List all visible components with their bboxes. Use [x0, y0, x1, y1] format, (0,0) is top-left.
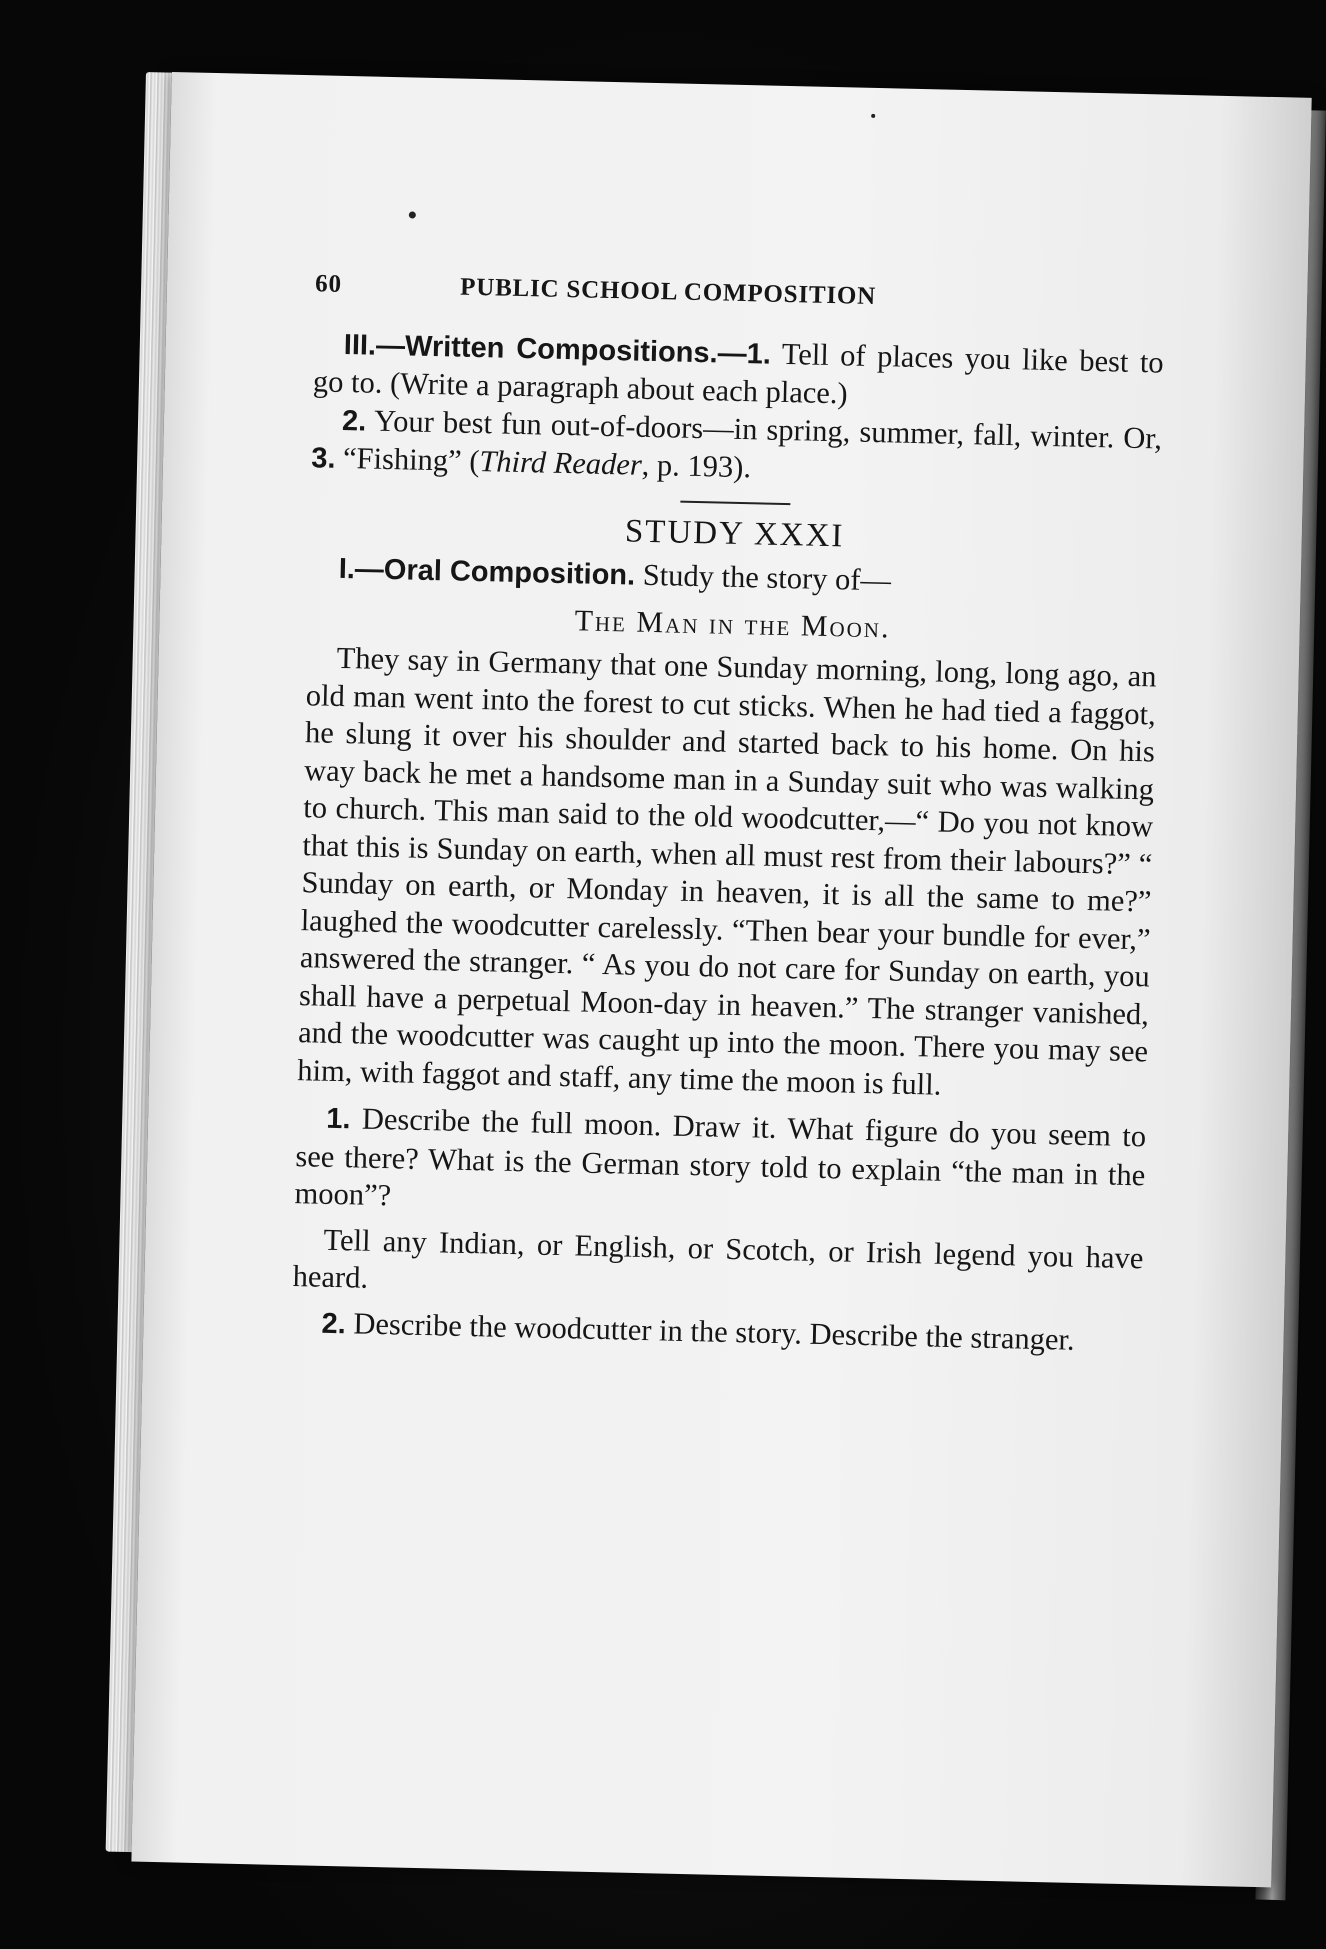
story-title: The Man in the Moon.	[574, 603, 891, 644]
running-title: PUBLIC SCHOOL COMPOSITION	[459, 273, 877, 311]
item-text: , p. 193).	[641, 447, 752, 485]
question-2	[291, 1304, 1142, 1362]
section-intro: Study the story of—	[642, 557, 892, 598]
question-1	[294, 1099, 1146, 1232]
item-number: 1.	[746, 337, 772, 371]
page-number: 60	[314, 270, 343, 298]
book-reference: Third Reader	[479, 444, 643, 482]
ink-speck	[409, 211, 416, 218]
item-number: 3.	[310, 442, 336, 475]
section-heading: I.—Oral Composition.	[338, 552, 636, 592]
item-number: 2.	[321, 1307, 347, 1340]
item-text: “Fishing” (	[342, 440, 480, 479]
item-text: Describe the woodcutter in the story. Describe the stranger.	[353, 1305, 1075, 1357]
study-title: STUDY XXXI	[624, 512, 845, 554]
section-heading: III.—Written Compositions.—	[343, 328, 748, 370]
ink-speck	[871, 114, 875, 118]
item-text: Describe the full moon. Draw it. What figure do you seem to see there? What is the German story told to explain “the man in the moon”?	[294, 1101, 1147, 1213]
item-text: Tell of places you like best to go to. (Write a paragraph about each place.)	[312, 336, 1165, 411]
section-divider	[680, 500, 790, 504]
page-text	[291, 265, 1165, 1361]
book-page	[131, 72, 1311, 1887]
item-number: 1.	[325, 1102, 351, 1136]
question-1-continued: Tell any Indian, or English, or Scotch, or Irish legend you have heard.	[292, 1222, 1144, 1295]
story-paragraph: They say in Germany that one Sunday morning, long, long ago, an old man went into the forest to cut sticks. When he had tied a faggot, he slung it over his shoulder and started back to his home. On his way back he met a handsome man in a Sunday suit who was walking to church. This man said to the old woodcutter,—“ Do you not know that this is Sunday on earth, when all must rest from their labours?” “ Sunday on earth, or Monday in heaven, it is all the same to me?” laughed the woodcutter carelessly. “Then bear your bundle for ever,” answered the stranger. “ As you do not care for Sunday on earth, you shall have a perpetual Moon-day in heaven.” The stranger vanished, and the woodcutter was caught up into the moon. There you may see him, with faggot and staff, any time the moon is full.	[297, 640, 1157, 1102]
item-text: Your best fun out-of-doors—in spring, summer, fall, winter. Or,	[373, 403, 1163, 456]
item-number: 2.	[341, 404, 367, 437]
running-header	[315, 265, 1166, 322]
